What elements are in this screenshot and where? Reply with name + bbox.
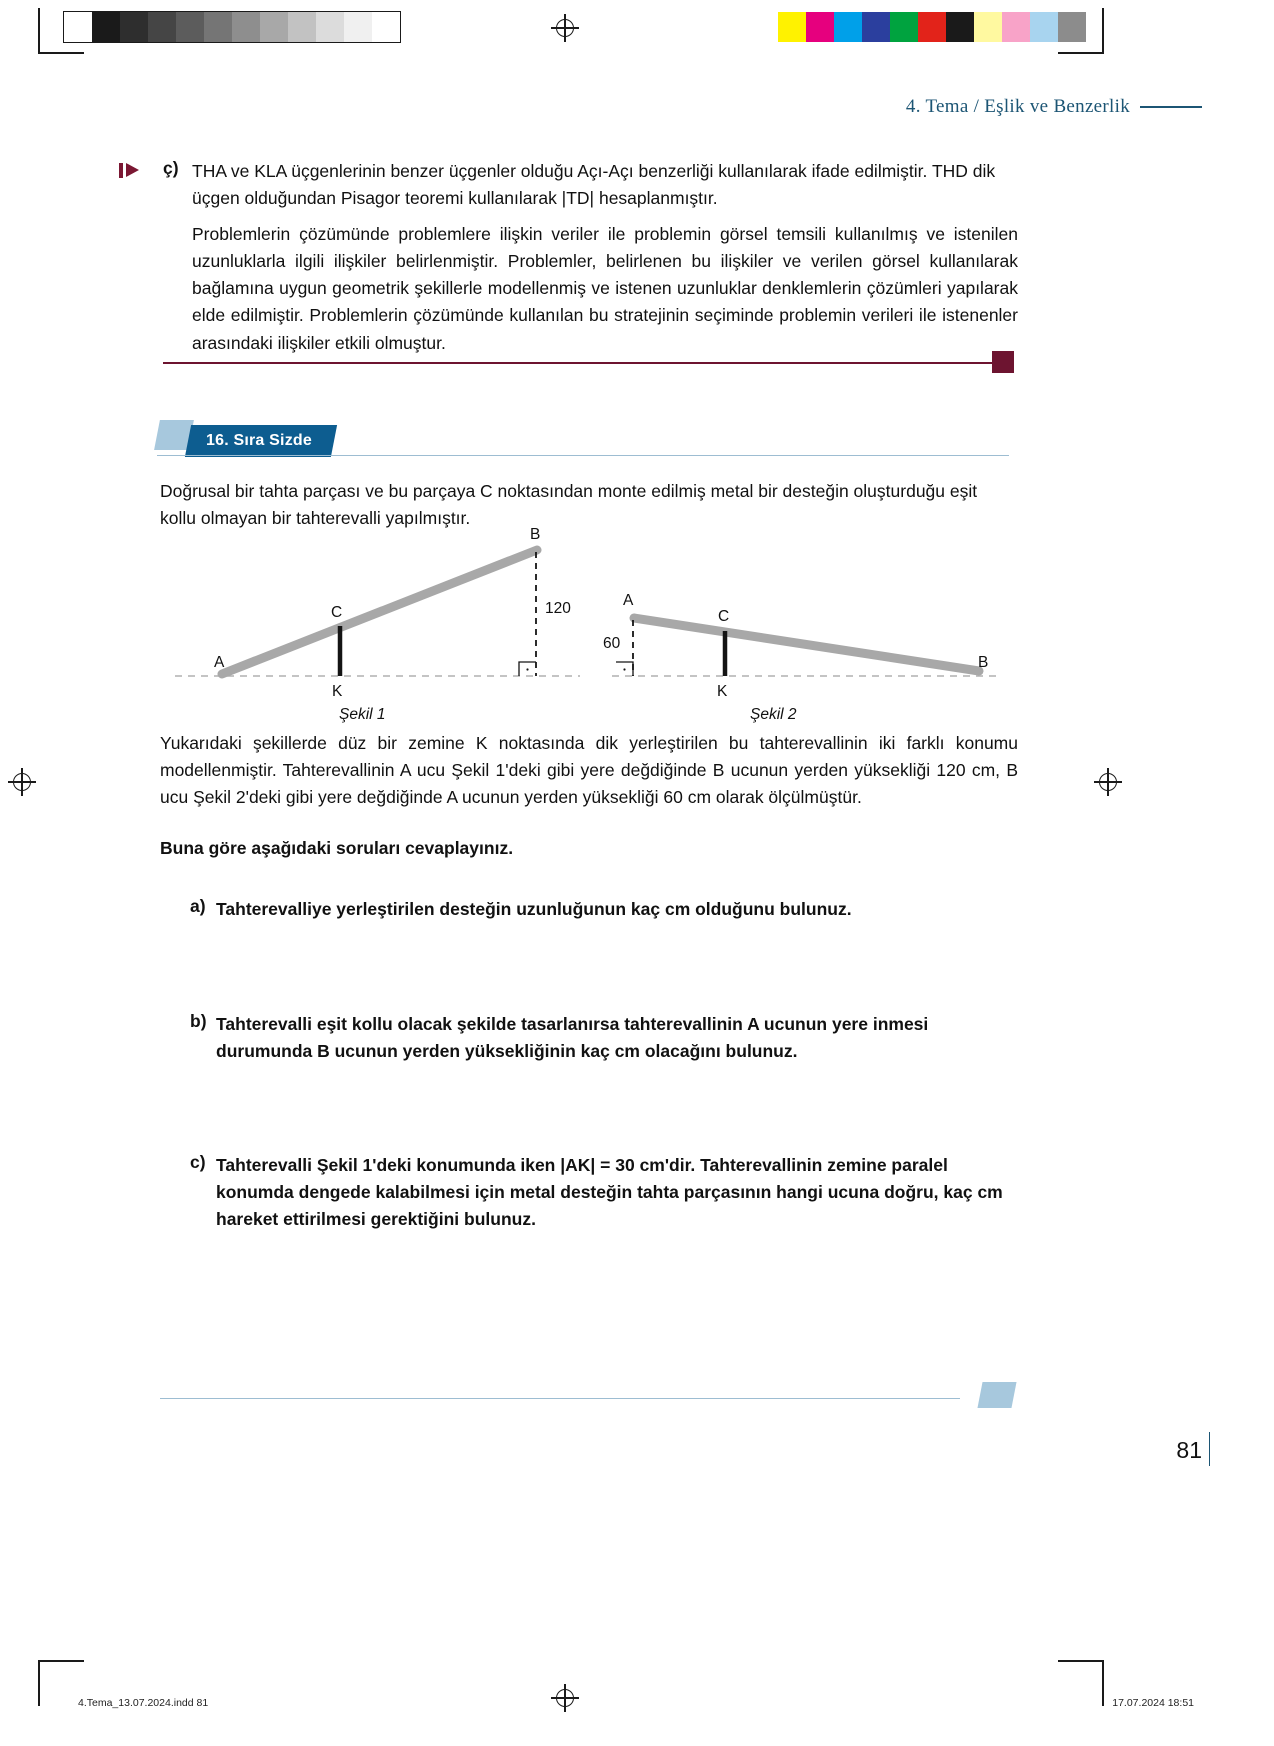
after-figure-text: Yukarıdaki şekillerde düz bir zemine K noktasında dik yerleştirilen bu tahterevallinin iki farklı konumu modellenmiştir. Tahterevallinin A ucu Şekil 1'deki gibi yere değdiğinde B ucunun yerden yüksekliği 120 cm, B ucu Şekil 2'deki gibi yere değdiğinde A ucunun yerden yüksekliği 60 cm olarak ölçülmüştür. [160,733,1018,808]
crop-mark-bl-h [38,1660,84,1662]
crop-mark-br-v [1102,1660,1104,1706]
registration-mark-right [1094,768,1122,796]
answer-prompt: Buna göre aşağıdaki soruları cevaplayınız. [160,838,514,858]
figure1-measure-120: 120 [545,600,571,617]
footer-rule [160,1398,960,1399]
item-c-block [163,158,1018,211]
crop-mark-tr-h [1058,52,1104,54]
item-c-text: THA ve KLA üçgenlerinin benzer üçgenler olduğu Açı-Açı benzerliği kullanılarak ifade edilmiştir. THD dik üçgen olduğundan Pisagor teoremi kullanılarak |TD| hesaplanmıştır. [192,161,996,208]
figure1-label-c: C [331,604,343,621]
question-c [190,1152,1020,1233]
question-b [190,1011,1020,1065]
crop-mark-tl-h [38,52,84,54]
section-divider [163,362,1009,364]
question-b-text: Tahterevalli eşit kollu olacak şekilde tasarlanırsa tahterevallinin A ucunun yere inmesi durumunda B ucunun yerden yüksekliğinin kaç cm olacağını bulunuz. [216,1014,929,1062]
figure2-beam [634,618,979,671]
intro-text: Doğrusal bir tahta parçası ve bu parçaya C noktasından monte edilmiş metal bir desteğin oluşturduğu eşit kollu olmayan bir tahterevalli yapılmıştır. [160,481,978,529]
registration-mark-bottom [551,1684,579,1712]
page-number-rule [1209,1432,1211,1466]
figure2-label-a: A [623,592,634,609]
question-a [190,896,1020,923]
badge-label: 16. Sıra Sizde [206,432,312,449]
badge-body [185,425,337,457]
crop-mark-bl-v [38,1660,40,1706]
footer-accent-square [977,1382,1016,1408]
registration-mark-left [8,768,36,796]
summary-paragraph: Problemlerin çözümünde problemlere ilişkin veriler ile problemin görsel temsili kullanılmış ve istenilen uzunluklarla ilgili ilişkiler belirlenmiştir. Problemler, belirlenen bu ilişkiler ve verilen görsel kullanılarak bağlamına uygun geometrik şekillerle modellenmiş ve istenen uzunluklar denklemlerin çözümleri yapılarak elde edilmiştir. Problemlerin çözümünde kullanılan bu stratejinin seçiminde problemin verileri ile istenenler arasındaki ilişkiler etkili olmuştur. [192,224,1018,353]
registration-mark-top [551,14,579,42]
question-a-text: Tahterevalliye yerleştirilen desteğin uzunluğunun kaç cm olduğunu bulunuz. [216,899,852,919]
grayscale-calibration-bar [64,12,400,42]
figure2-label-c: C [718,608,730,625]
figure2-measure-60: 60 [603,635,621,652]
figure1-label-b: B [530,526,541,543]
item-c-label: ç) [163,158,179,178]
figures-area [0,528,1274,728]
triangle-bullet-icon [119,162,145,180]
figure1-label-a: A [214,654,225,671]
header-rule [1140,106,1202,108]
seesaw-figures-svg [0,528,1274,728]
footer-timestamp: 17.07.2024 18:51 [1112,1697,1194,1709]
section-divider-square [992,351,1014,373]
page-number: 81 [1176,1437,1202,1463]
figure1-beam [222,550,537,674]
crop-mark-tr-v [1102,8,1104,54]
figure2-label-b: B [978,654,989,671]
footer-file-info: 4.Tema_13.07.2024.indd 81 [78,1697,209,1709]
question-a-label: a) [190,896,206,916]
badge-underline [157,455,1009,456]
crop-mark-br-h [1058,1660,1104,1662]
question-c-label: c) [190,1152,206,1172]
question-b-label: b) [190,1011,207,1031]
figure2-label-k: K [717,683,728,700]
crop-mark-tl-v [38,8,40,54]
figure1-label-k: K [332,683,343,700]
figure2-caption: Şekil 2 [750,706,797,723]
header-title: 4. Tema / Eşlik ve Benzerlik [905,96,1130,117]
page-header [906,96,1202,118]
figure1-caption: Şekil 1 [339,706,386,723]
question-c-text: Tahterevalli Şekil 1'deki konumunda iken |AK| = 30 cm'dir. Tahterevallinin zemine paralel konumda dengede kalabilmesi için metal desteğin tahta parçasının hangi ucuna doğru, kaç cm hareket ettirilmesi gerektiğini bulunuz. [216,1155,1003,1230]
color-calibration-bar [778,12,1086,42]
